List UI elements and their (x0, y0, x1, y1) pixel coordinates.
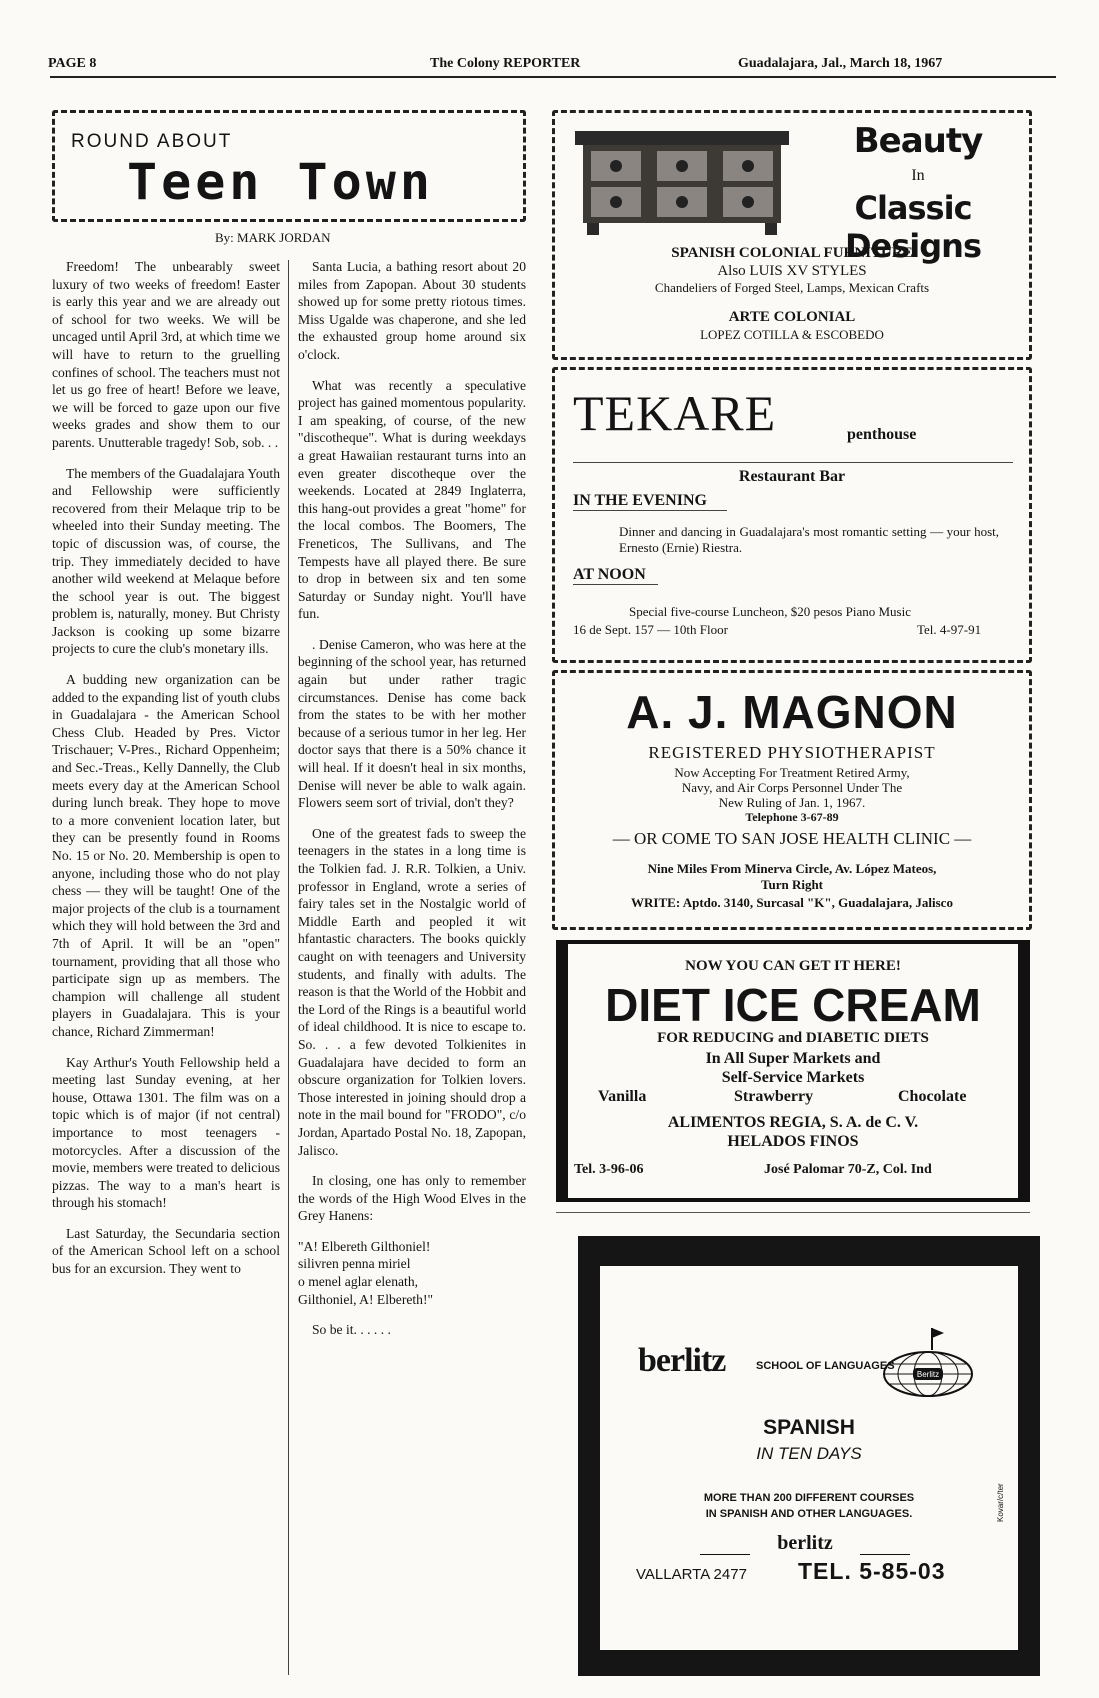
ad-diet-lead: NOW YOU CAN GET IT HERE! (685, 958, 901, 974)
article-paragraph: Freedom! The unbearably sweet luxury of two weeks of freedom! Easter is early this year and we are already out of school for two weeks. We will be uncaged until April 3rd, at which time we will have to return to the gruelling confines of school. The teachers must not let us go free of heart! Before we leave, we will be forced to gaze upon our five weeks grades and show them to our parents. Unutterable tragedy! Sob, sob. . . (52, 259, 280, 450)
ad-diet-address: José Palomar 70-Z, Col. Ind (764, 1162, 932, 1177)
ad-tekare-noon-text: Special five-course Luncheon, $20 pesos Piano Music (629, 604, 911, 619)
ad-berlitz-more2: IN SPANISH AND OTHER LANGUAGES. (705, 1508, 913, 1520)
ad-magnon-name: A. J. MAGNON (626, 686, 958, 738)
furniture-illustration (573, 127, 791, 237)
ad-magnon-line1: Now Accepting For Treatment Retired Army, (674, 765, 910, 780)
ad-diet-brand: HELADOS FINOS (727, 1133, 859, 1150)
ad-magnon-write: WRITE: Aptdo. 3140, Surcasal "K", Guadalajara, Jalisco (631, 895, 953, 910)
ad-beauty-word: Beauty (853, 121, 983, 161)
article-column-2 (298, 258, 526, 1678)
ad-diet-avail1: In All Super Markets and (705, 1050, 881, 1067)
ad-magnon-line2: Navy, and Air Corps Personnel Under The (681, 780, 903, 795)
article-paragraph: What was recently a speculative project has gained momentous popularity. I am speaking, of course, of the new "discotheque". What is during weekdays a great Hawaiian restaurant turns into an even greater discotheque over the weekends. Located at 2849 Inglaterra, this hang-out provides a great "home" for the local combos. The Boomers, The Freneticos, The Sullivans, and The Tempests have all played there. Be sure to drop in between six and ten some Saturday or Sunday night. You'll have fun. (298, 377, 526, 622)
article-title-box (52, 110, 526, 222)
ad-diet-flavor-chocolate: Chocolate (898, 1088, 967, 1105)
article-paragraph: . Denise Cameron, who was here at the beginning of the school year, has returned again but under rather tragic circumstances. Denise has come back from the states to be with her mother because of a serious tumor in her leg. Her doctor says that there is a 50% chance it will heal. If it doesn't heal in six months, Denise will never be able to walk again. Flowers seem sort of trivial, don't they? (298, 636, 526, 811)
poem-line: silivren penna miriel (298, 1256, 411, 1272)
ad-diet-headline: DIET ICE CREAM (605, 979, 981, 1031)
ad-berlitz-more1: MORE THAN 200 DIFFERENT COURSES (703, 1492, 915, 1504)
ad-berlitz-panel (600, 1266, 1018, 1650)
article-kicker: ROUND ABOUT (71, 131, 233, 152)
article-paragraph: Last Saturday, the Secundaria section of the American School left on a school bus for an excursion. They went to (52, 1225, 280, 1277)
ad-tekare-evening-text: Dinner and dancing in Guadalajara's most romantic setting — your host, Ernesto (Ernie) Riestra. (619, 524, 999, 555)
ad-tekare-noon: AT NOON (573, 566, 658, 585)
ad-berlitz-tel: TEL. 5-85-03 (798, 1558, 946, 1584)
globe-emblem-label: Berlitz (916, 1370, 940, 1379)
ad-magnon-directions1: Nine Miles From Minerva Circle, Av. López Mateos, (647, 861, 937, 876)
ad-tekare-name: TEKARE (573, 385, 777, 441)
ad-berlitz-sub: IN TEN DAYS (756, 1444, 862, 1463)
ad-separator-rule (556, 1212, 1030, 1213)
article-paragraph: In closing, one has only to remember the words of the High Wood Elves in the Grey Hanens: (298, 1173, 526, 1224)
globe-icon (880, 1326, 976, 1400)
ad-berlitz (578, 1236, 1040, 1676)
ad-diet-tel: Tel. 3-96-06 (574, 1162, 644, 1177)
article-paragraph: Santa Lucia, a bathing resort about 20 miles from Zapopan. About 30 students showed up for some pretty riotous times. Miss Ugalde was chaperone, and she led the exhausted group home around six o'clock. (298, 259, 526, 362)
ad-beauty-items: Chandeliers of Forged Steel, Lamps, Mexican Crafts (654, 280, 930, 295)
ad-tekare-rule (573, 462, 1013, 463)
ad-berlitz-side-credit: Kovar/c/ter (996, 1483, 1005, 1522)
ad-diet-flavor-strawberry: Strawberry (734, 1088, 814, 1105)
column-rule (288, 260, 289, 1675)
ad-diet-flavor-vanilla: Vanilla (598, 1088, 647, 1105)
ad-diet-avail2: Self-Service Markets (721, 1069, 865, 1086)
ad-magnon-title: REGISTERED PHYSIOTHERAPIST (648, 743, 936, 762)
article-column-1 (52, 258, 280, 1678)
ad-beauty-furniture: SPANISH COLONIAL FURNITURE (671, 245, 913, 261)
ad-beauty-in: In (911, 167, 925, 184)
article-paragraph: The members of the Guadalajara Youth and Fellowship were sufficiently recovered from their Melaque trip to be wheeled into their Sunday meeting. The topic of discussion was, of course, the trip. They immediately decided to have another wild weekend at Melaque before the school year is out. The biggest problem is, naturally, money. But Christy Jackson is cooking up some bizarre projects to cure the club's monetary ills. (52, 465, 280, 657)
ad-diet-sub: FOR REDUCING and DIABETIC DIETS (657, 1030, 929, 1046)
article-signoff: So be it. . . . . . (312, 1322, 391, 1338)
article-paragraph: A budding new organization can be added to the expanding list of youth clubs in Guadalajara - the American School Chess Club. Headed by Pres. Victor Trischauer; V-Pres., Richard Oppenheim; and Sec.-Treas., Kelly Dannelly, the Club meets every day at the American School during lunch break. They hope to move to a more convenient location later, but they can be presently found in Rooms No. 15 or No. 20. Membership is open to anyone, including those who do not play chess — they will be taught! One of the major projects of the club is a tournament which they will hold between the 3rd and 7th of April. It will be an "open" tournament, providing that all those who participate sign up as members. The champion will challenge all student players in Guadalajara. This is your chance, Richard Zimmerman! (52, 672, 280, 1039)
header-rule (50, 76, 1056, 78)
ad-magnon-clinic: — OR COME TO SAN JOSE HEALTH CLINIC — (612, 829, 972, 848)
ad-classic-designs: Classic Designs (844, 189, 981, 265)
newspaper-name: The Colony REPORTER (430, 56, 581, 71)
ad-diet-ice-cream (556, 940, 1030, 1202)
ad-beauty-address: LOPEZ COTILLA & ESCOBEDO (700, 327, 884, 342)
ad-berlitz-logo: berlitz (638, 1342, 726, 1379)
ad-beauty-classic-designs (552, 110, 1032, 360)
ad-tekare-evening: IN THE EVENING (573, 492, 727, 511)
ad-tekare-penthouse: penthouse (847, 426, 917, 443)
article-title: Teen Town (127, 153, 434, 211)
poem-line: "A! Elbereth Gilthoniel! (298, 1238, 431, 1254)
ad-berlitz-logo-small: berlitz (750, 1532, 860, 1555)
dateline: Guadalajara, Jal., March 18, 1967 (738, 56, 943, 71)
ad-berlitz-address: VALLARTA 2477 (636, 1566, 747, 1583)
ad-diet-company: ALIMENTOS REGIA, S. A. de C. V. (667, 1114, 919, 1131)
poem-line: Gilthoniel, A! Elbereth!" (298, 1291, 434, 1307)
article-paragraph: One of the greatest fads to sweep the teenagers in the states in a long time is the Tolkien fad. J. R.R. Tolkien, a Univ. professor in England, wrote a series of fairy tales set in the Nostalgic world of Middle Earth and peopled it wit hfantastic characters. The books quickly caught on with teenagers and University students, and finally with adults. The reason is that the World of the Hobbit and the Lord of the Rings is a beautiful world of ideal childhood. It is nice to escape to. So. . . a few devoted Tolkienites in Guadalajara have decided to form an obscure organization for Tolkien lovers. Those interested in joining should drop a note in the mail bound for "FRODO", c/o Jordan, Apartado Postal No. 18, Zapopan, Jalisco. (298, 825, 526, 1158)
ad-tekare-restaurant: Restaurant Bar (738, 468, 846, 485)
ad-tekare-tel: Tel. 4-97-91 (917, 622, 982, 637)
ad-tekare-address: 16 de Sept. 157 — 10th Floor (573, 622, 728, 637)
poem-line: o menel aglar elenath, (298, 1274, 419, 1290)
ad-tekare (552, 367, 1032, 663)
page-number: PAGE 8 (48, 56, 97, 71)
ad-magnon-directions2: Turn Right (760, 877, 824, 892)
ad-beauty-store: ARTE COLONIAL (728, 309, 856, 325)
ad-berlitz-headline: SPANISH (763, 1416, 855, 1439)
article-paragraph: Kay Arthur's Youth Fellowship held a meeting last Sunday evening, at her house, Ottawa 1301. The film was on a topic which is of major (if not central) importance to most teenagers - motorcycles. After a discussion of the movie, members were treated to delicious pizzas. The way to a man's heart is through his stomach! (52, 1054, 280, 1211)
ad-berlitz-school: SCHOOL OF LANGUAGES (756, 1360, 895, 1372)
article-byline: By: MARK JORDAN (215, 230, 331, 245)
ad-magnon (552, 670, 1032, 930)
ad-magnon-line3: New Ruling of Jan. 1, 1967. (718, 795, 866, 810)
ad-magnon-phone: Telephone 3-67-89 (745, 810, 839, 824)
ad-beauty-styles: Also LUIS XV STYLES (717, 263, 867, 279)
